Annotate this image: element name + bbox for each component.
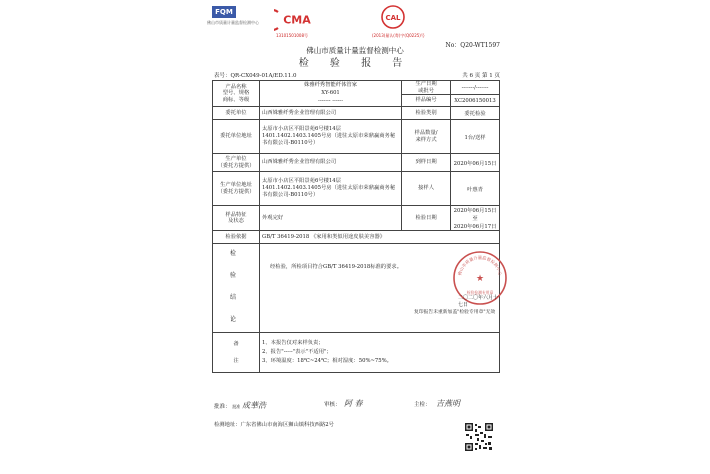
qr-code <box>464 422 494 452</box>
conclusion-char: 结 <box>230 294 237 302</box>
conclusion-char: 验 <box>230 272 237 280</box>
approve-signature: 成華浩 <box>242 401 267 410</box>
test-type-label: 检验类别 <box>402 107 451 120</box>
test-signature: 吉燕明 <box>436 399 460 408</box>
cal-logo <box>380 4 406 30</box>
page-count: 共 6 页 第 1 页 <box>462 73 500 79</box>
maker-value: 山西姝雅纤秀企业管理有限公司 <box>260 154 402 172</box>
sample-no-value: XC2006150013 <box>451 95 500 107</box>
cma-logo-text: CMA <box>283 13 311 27</box>
maker-address-label: 生产单位地址 （委托方提供） <box>213 172 260 206</box>
remarks-char: 注 <box>233 357 239 364</box>
stamp-text: 佛山市质量计量监督检测中心 <box>457 255 503 277</box>
remark-line: 1、本报告仅对来样负责； <box>262 340 324 347</box>
review-label: 审核： <box>324 402 341 408</box>
fqm-logo: FQM <box>212 6 236 18</box>
approve-label: 批准： <box>214 404 231 410</box>
stamp-date: 二〇二〇年六月十七日 <box>458 295 499 309</box>
prod-date-value: -------/------- <box>451 81 500 95</box>
test-label: 主检： <box>414 402 431 408</box>
condition-label: 样品特征 及状态 <box>213 206 260 231</box>
review-signature: 阿 春 <box>344 399 363 408</box>
conclusion-label <box>213 244 260 333</box>
receiver-label: 接样人 <box>402 172 451 206</box>
cma-logo <box>274 8 320 32</box>
test-date-label: 检验日期 <box>402 206 451 231</box>
arrival-date-label: 到样日期 <box>402 154 451 172</box>
maker-label: 生产单位 （委托方提供） <box>213 154 260 172</box>
product-name-label: 产品名称 型号、规格 商标、等级 <box>213 81 260 107</box>
remark-line: 2、报告"-----"表示"不适用"； <box>262 349 332 356</box>
basis-value: GB/T 36419-2018 《家用和类似用途皮肤美容器》 <box>260 231 500 244</box>
stamp-star-icon: ★ <box>475 274 485 285</box>
conclusion-text: 经检验，所检项目符合GB/T 36419-2018标准的要求。 <box>270 264 402 271</box>
sample-qty-value: 1台/送样 <box>451 120 500 154</box>
remarks-char: 备 <box>233 341 239 348</box>
basis-label: 检验依据 <box>213 231 260 244</box>
sample-qty-label: 样品数量/ 来样方式 <box>402 120 451 154</box>
product-name-value: 姝雅纤秀智能纤体管家 XY-601 ------- ------ <box>260 81 402 107</box>
client-address-label: 委托单位地址 <box>213 120 260 154</box>
conclusion-cell <box>260 244 503 333</box>
report-number: No：Q20-WT1597 <box>445 42 500 49</box>
test-type-value: 委托检验 <box>451 107 500 120</box>
client-label: 委托单位 <box>213 107 260 120</box>
signature-row <box>214 400 502 411</box>
stamp-note: 复印报告未重新加盖"检验专用章"无效 <box>414 310 496 316</box>
remark-line: 3、环境温度：18℃~24℃；相对湿度：50%~75%。 <box>262 358 392 365</box>
sample-no-label: 样品编号 <box>402 95 451 107</box>
prod-date-label: 生产日期 或批号 <box>402 81 451 95</box>
client-value: 山西姝雅纤秀企业管理有限公司 <box>260 107 402 120</box>
approve-title: 批准 <box>232 404 241 409</box>
conclusion-char: 论 <box>230 316 237 324</box>
cal-logo-text: CAL <box>385 14 401 22</box>
report-table <box>212 80 503 373</box>
fqm-caption: 佛山市质量计量监督检测中心 <box>207 20 259 25</box>
cal-caption: (2013)量认(粤)字(Q0225)号 <box>372 33 425 38</box>
test-date-value: 2020年06月15日至 2020年06月17日 <box>451 206 500 231</box>
client-address-value: 太原市小店区平阳景苑6号楼14层1401.1402.1403.1405号房（进驻太原市荣鼎赢商务秘书有限公司-B0110号） <box>260 120 402 154</box>
report-sheet <box>202 0 508 474</box>
cma-caption: 13101501008号 <box>276 33 308 38</box>
remarks-cell <box>260 333 500 373</box>
form-number: 表号：QR-CX049-01A/ED.11.0 <box>214 73 297 79</box>
remarks-label <box>213 333 260 373</box>
maker-address-value: 太原市小店区平阳景苑6号楼14层1401.1402.1403.1405号房（进驻太原市荣鼎赢商务秘书有限公司-B0110号） <box>260 172 402 206</box>
stamp-subtext: 检验检测专用章 <box>466 290 494 296</box>
report-title: 检 验 报 告 <box>298 58 412 69</box>
condition-value: 外观完好 <box>260 206 402 231</box>
organization-name: 佛山市质量计量监督检测中心 <box>306 46 404 55</box>
conclusion-char: 检 <box>230 250 237 258</box>
arrival-date-value: 2020年06月15日 <box>451 154 500 172</box>
receiver-value: 叶惠青 <box>451 172 500 206</box>
test-address: 检测地址：广东省佛山市南海区狮山镇科技西路2号 <box>214 422 334 428</box>
